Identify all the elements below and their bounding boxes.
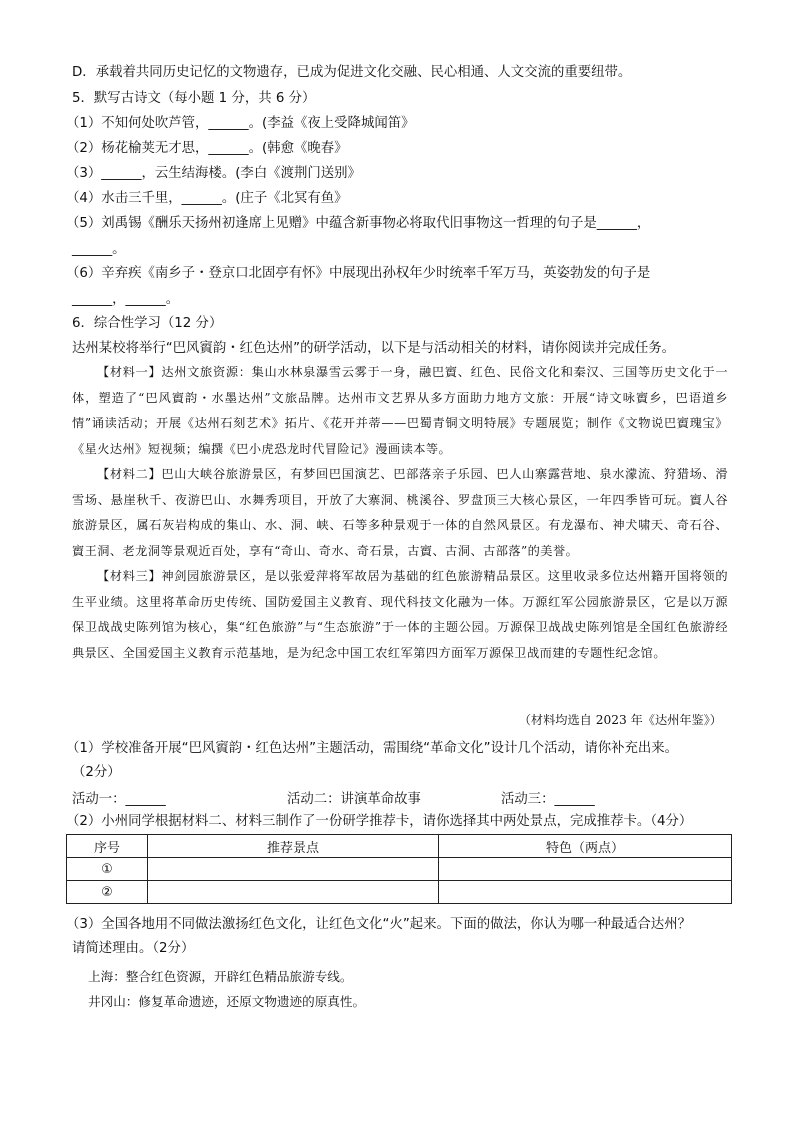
example-jinggangshan: 井冈山：修复革命遗迹，还原文物遗迹的原真性。 [88, 994, 366, 1009]
example-shanghai: 上海：整合红色资源，开辟红色精品旅游专线。 [88, 969, 353, 984]
task-3-b: 请简述理由。（2分） [72, 941, 195, 956]
task-1-b: （2分） [72, 765, 121, 780]
table-row [67, 881, 732, 904]
row-number: ① [67, 858, 148, 881]
scenic-spot-cell[interactable] [148, 858, 439, 881]
material-1: 【材料一】达州文旅资源：集山水林泉瀑雪云雾于一身，融巴賨、红色、民俗文化和秦汉、三国等历史文化于一体，塑造了“巴风賨韵・水墨达州”文旅品牌。达州市文艺界从多方面助力地方文旅：开展“诗文咏賨乡，巴语道乡情”诵读活动；开展《达州石刻艺术》拓片、《花开并蒂——巴蜀青铜文明特展》专题展览；制作《文物说巴賨瑰宝》《星火达州》短视频；编撰《巴小虎恐龙时代冒险记》漫画读本等。 [72, 365, 728, 456]
feature-cell[interactable] [439, 858, 732, 881]
q5-item-5b: ______。 [72, 242, 126, 257]
question-5-title: 5．默写古诗文（每小题 1 分，共 6 分） [72, 91, 316, 106]
task-3-a: （3）全国各地用不同做法激扬红色文化，让红色文化“火”起来。下面的做法，你认为哪一种最适合达州？ [66, 917, 691, 932]
question-6-intro: 达州某校将举行“巴风賨韵・红色达州”的研学活动，以下是与活动相关的材料，请你阅读并完成任务。 [72, 341, 676, 356]
materials-block [72, 360, 728, 666]
task-1-a: （1）学校准备开展“巴风賨韵・红色达州”主题活动，需围绕“革命文化”设计几个活动，请你补充出来。 [66, 741, 679, 756]
question-6-title: 6．综合性学习（12 分） [72, 316, 223, 331]
table-header-row [67, 835, 732, 858]
activity-2: 活动二：讲演革命故事 [287, 792, 421, 807]
table-header: 序号 [67, 835, 148, 858]
materials-source: （材料均选自 2023 年《达州年鉴》） [518, 713, 722, 727]
table-row [67, 858, 732, 881]
q5-item-4: （4）水击三千里，______。(庄子《北冥有鱼》 [66, 191, 348, 206]
scenic-spot-cell[interactable] [148, 881, 439, 904]
q5-item-5a: （5）刘禹锡《酬乐天扬州初逢席上见赠》中蕴含新事物必将取代旧事物这一哲理的句子是______， [66, 216, 651, 231]
q5-item-3: （3）______，云生结海楼。(李白《渡荆门送别》 [66, 166, 361, 181]
row-number: ② [67, 881, 148, 904]
table-header: 推荐景点 [148, 835, 439, 858]
table-header: 特色（两点） [439, 835, 732, 858]
task-2: （2）小州同学根据材料二、材料三制作了一份研学推荐卡，请你选择其中两处景点，完成推荐卡。（4分） [66, 814, 693, 829]
activity-3: 活动三：______ [501, 792, 595, 807]
q5-item-6b: ______，______。 [72, 292, 180, 307]
material-3: 【材料三】神剑园旅游景区，是以张爱萍将军故居为基础的红色旅游精品景区。这里收录多位达州籍开国将领的生平业绩。这里将革命历史传统、国防爱国主义教育、现代科技文化融为一体。万源红军公园旅游景区，它是以万源保卫战战史陈列馆为核心，集“红色旅游”与“生态旅游”于一体的主题公园。万源保卫战战史陈列馆是全国红色旅游经典景区、全国爱国主义教育示范基地，是为纪念中国工农红军第四方面军万源保卫战而建的专题性纪念馆。 [72, 569, 728, 660]
q5-item-2: （2）杨花榆荚无才思，______。(韩愈《晚春》 [66, 141, 348, 156]
q5-item-6a: （6）辛弃疾《南乡子・登京口北固亭有怀》中展现出孙权年少时统率千军万马，英姿勃发的句子是 [66, 266, 651, 281]
activity-1: 活动一：______ [72, 792, 166, 807]
option-d: D．承载着共同历史记忆的文物遗存，已成为促进文化交融、民心相通、人文交流的重要纽带。 [72, 65, 632, 80]
feature-cell[interactable] [439, 881, 732, 904]
recommendation-card-table [66, 834, 732, 904]
material-2: 【材料二】巴山大峡谷旅游景区，有梦回巴国演艺、巴部落亲子乐园、巴人山寨露营地、泉水濛流、狩猎场、滑雪场、悬崖秋千、夜游巴山、水舞秀项目，开放了大寨洞、桃溪谷、罗盘顶三大核心景区，一年四季皆可玩。賨人谷旅游景区，属石灰岩构成的集山、水、洞、峡、石等多种景观于一体的自然风景区。有龙瀑布、神犬啸天、奇石谷、賨王洞、老龙洞等景观近百处，享有“奇山、奇水、奇石景，古賨、古洞、古部落”的美誉。 [72, 467, 728, 558]
q5-item-1: （1）不知何处吹芦管，______。(李益《夜上受降城闻笛》 [66, 116, 415, 131]
